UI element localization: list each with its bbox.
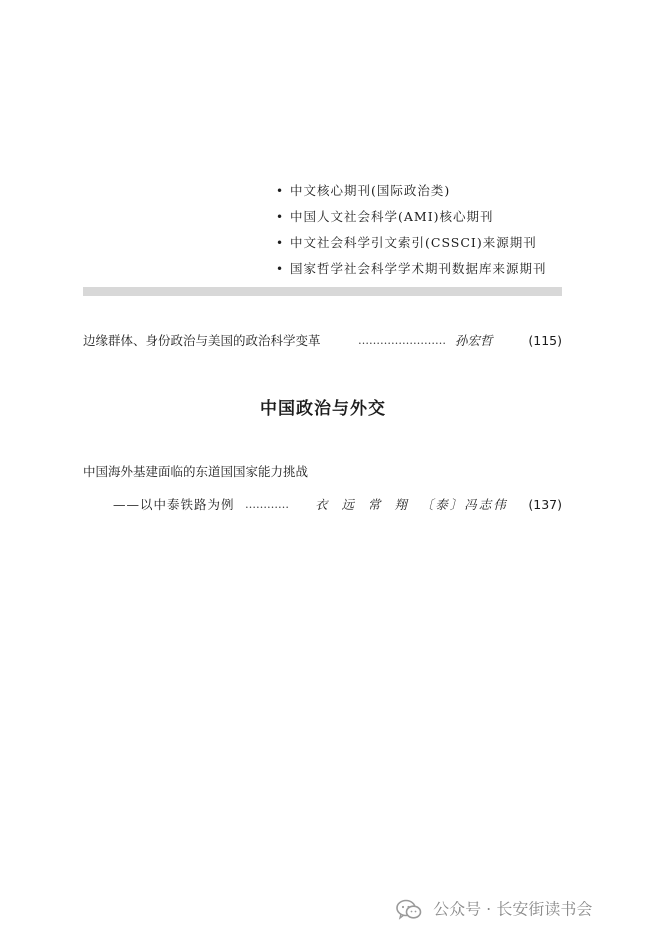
indexing-item bbox=[276, 204, 547, 230]
toc-entry-page: (115) bbox=[528, 333, 562, 348]
toc-leader-dots: …………………… bbox=[358, 334, 446, 347]
section-heading: 中国政治与外交 bbox=[260, 399, 386, 419]
toc-entry-author: 衣 远 常 翔 〔泰〕冯志伟 bbox=[315, 497, 508, 512]
toc-entry-title: 边缘群体、身份政治与美国的政治科学变革 bbox=[83, 333, 321, 348]
indexing-list bbox=[276, 178, 547, 282]
toc-leader-dots: ………… bbox=[245, 498, 289, 511]
indexing-item bbox=[276, 256, 547, 282]
toc-entry-author: 孙宏哲 bbox=[455, 333, 493, 348]
indexing-item bbox=[276, 230, 547, 256]
bullet-icon: • bbox=[276, 210, 285, 224]
section-divider bbox=[83, 287, 562, 296]
toc-entry-page: (137) bbox=[528, 497, 562, 512]
bullet-icon: • bbox=[276, 262, 285, 276]
toc-entry-subtitle: ——以中泰铁路为例 bbox=[113, 497, 235, 512]
toc-entry[interactable] bbox=[83, 494, 562, 516]
bullet-icon: • bbox=[276, 184, 285, 198]
watermark bbox=[396, 896, 592, 922]
indexing-item-label: 国家哲学社会科学学术期刊数据库来源期刊 bbox=[290, 261, 547, 276]
indexing-item-label: 中文社会科学引文索引(CSSCI)来源期刊 bbox=[290, 235, 537, 250]
bullet-icon: • bbox=[276, 236, 285, 250]
indexing-item-label: 中文核心期刊(国际政治类) bbox=[290, 183, 451, 198]
toc-entry-title[interactable]: 中国海外基建面临的东道国国家能力挑战 bbox=[83, 464, 309, 479]
indexing-item-label: 中国人文社会科学(AMI)核心期刊 bbox=[290, 209, 494, 224]
indexing-item bbox=[276, 178, 547, 204]
toc-entry[interactable] bbox=[83, 330, 562, 352]
wechat-icon bbox=[396, 899, 422, 921]
watermark-text: 公众号 · 长安街读书会 bbox=[433, 899, 593, 919]
